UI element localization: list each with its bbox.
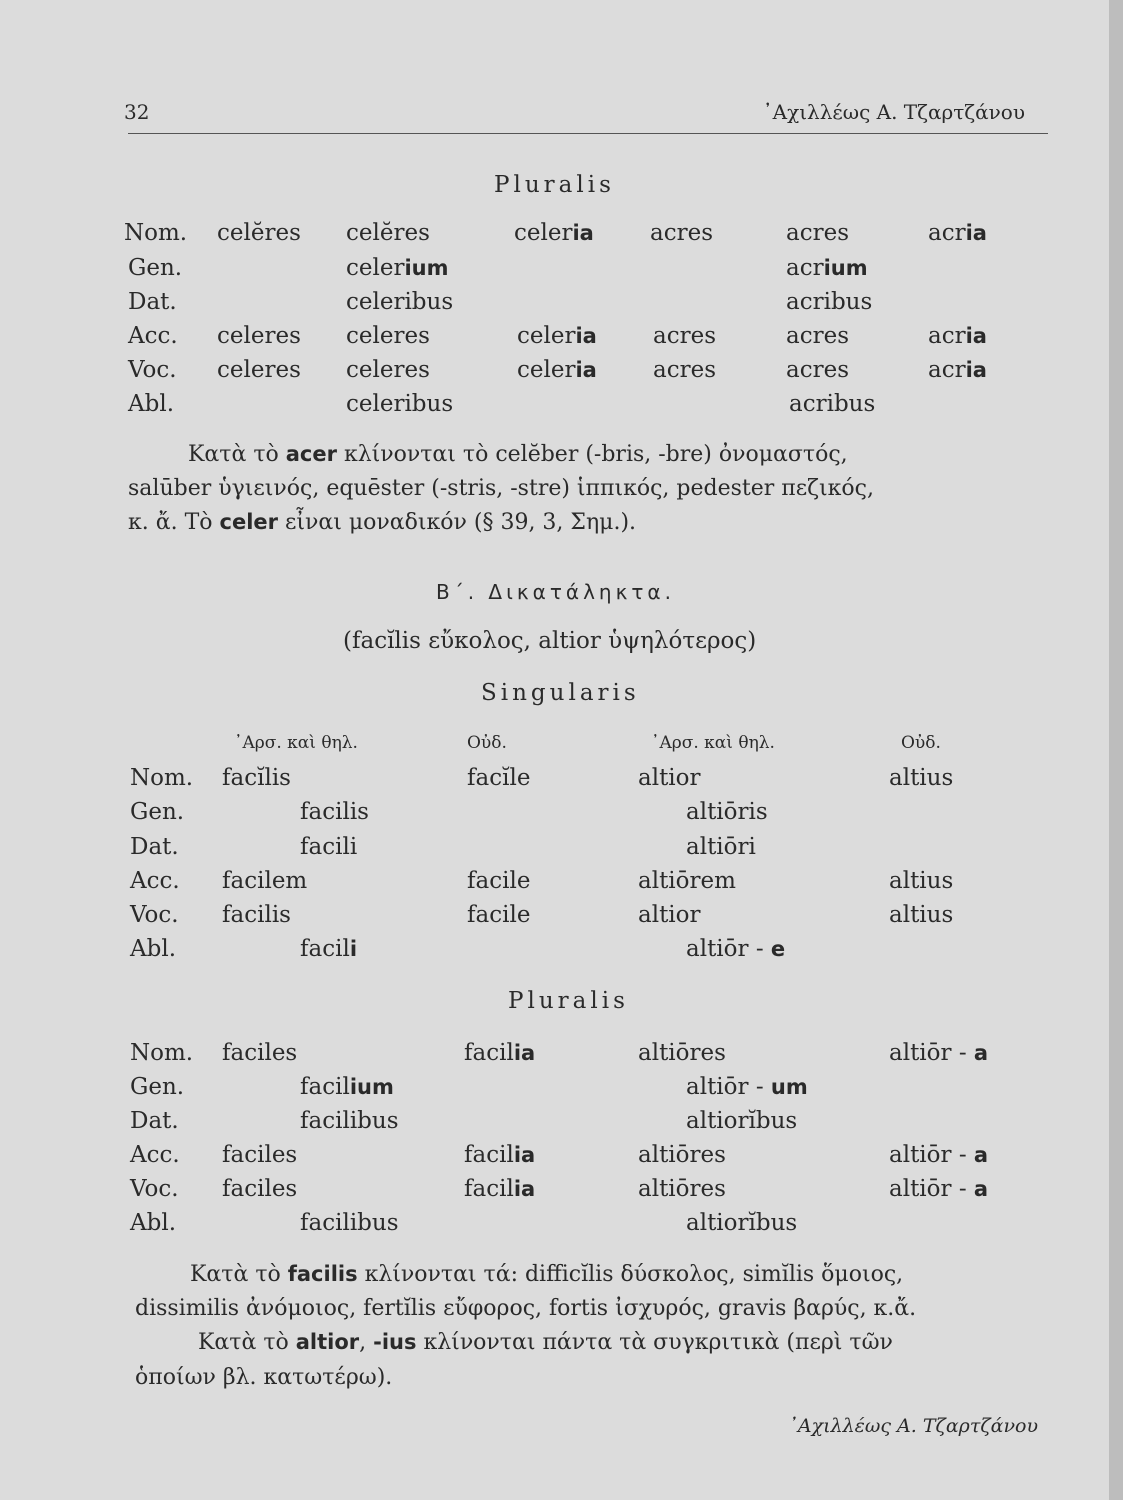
form-cell: altiorĭbus xyxy=(686,1108,798,1134)
paragraph-line: ὁποίων βλ. κατωτέρω). xyxy=(135,1365,393,1390)
form-cell: facĭle xyxy=(467,765,531,791)
case-label: Gen. xyxy=(128,255,183,281)
case-label: Dat. xyxy=(130,834,179,860)
form-cell: altiōr - a xyxy=(889,1142,989,1168)
form-cell: acribus xyxy=(789,391,876,417)
form-cell: acria xyxy=(928,220,987,246)
paragraph-line: Κατὰ τὸ acer κλίνονται τὸ celĕber (-bris, -bre) ὀνομαστός, xyxy=(188,442,848,467)
form-cell: acria xyxy=(928,323,987,349)
form-cell: altior xyxy=(638,765,701,791)
form-cell: celeria xyxy=(517,357,597,383)
form-cell: facile xyxy=(467,902,531,928)
form-cell: acres xyxy=(786,323,850,349)
case-label: Nom. xyxy=(124,220,188,246)
form-cell: altius xyxy=(889,902,954,928)
case-label: Nom. xyxy=(130,1040,194,1066)
form-cell: acres xyxy=(650,220,714,246)
case-label: Acc. xyxy=(128,323,178,349)
pluralis-heading-2: Pluralis xyxy=(508,988,629,1014)
form-cell: faciles xyxy=(222,1040,298,1066)
form-cell: altiōres xyxy=(638,1176,726,1202)
paragraph-line: Κατὰ τὸ facilis κλίνονται τά: difficĭlis δύσκολος, simĭlis ὅμοιος, xyxy=(190,1262,904,1287)
column-heading: ᾽Αρσ. καὶ θηλ. xyxy=(651,733,775,753)
form-cell: altiōres xyxy=(638,1040,726,1066)
page-edge xyxy=(1109,0,1123,1500)
section-heading: Β΄. Δικατάληκτα. xyxy=(436,580,675,604)
form-cell: facilibus xyxy=(300,1210,399,1236)
form-cell: facilis xyxy=(300,799,369,825)
page-number: 32 xyxy=(124,100,150,124)
form-cell: altiōri xyxy=(686,834,756,860)
form-cell: acres xyxy=(786,357,850,383)
form-cell: altiōres xyxy=(638,1142,726,1168)
form-cell: celeribus xyxy=(346,391,454,417)
form-cell: celeres xyxy=(217,357,301,383)
form-cell: altiōr - a xyxy=(889,1176,989,1202)
case-label: Gen. xyxy=(130,1074,185,1100)
section-subtitle: (facĭlis εὔκολος, altior ὑψηλότερος) xyxy=(343,628,757,654)
case-label: Voc. xyxy=(128,357,177,383)
form-cell: celeribus xyxy=(346,289,454,315)
form-cell: celĕres xyxy=(217,220,301,246)
case-label: Abl. xyxy=(130,936,176,962)
form-cell: celĕres xyxy=(346,220,430,246)
running-header-author: ᾽Αχιλλέως Α. Τζαρτζάνου xyxy=(762,100,1025,124)
form-cell: facilis xyxy=(222,902,291,928)
footer-signature: ᾽Αχιλλέως Α. Τζαρτζάνου xyxy=(788,1415,1038,1437)
form-cell: celeres xyxy=(346,323,430,349)
form-cell: acria xyxy=(928,357,987,383)
form-cell: facilia xyxy=(464,1176,536,1202)
form-cell: acres xyxy=(653,323,717,349)
form-cell: celerium xyxy=(346,255,449,281)
case-label: Nom. xyxy=(130,765,194,791)
form-cell: celeres xyxy=(346,357,430,383)
form-cell: acrium xyxy=(786,255,868,281)
form-cell: facilia xyxy=(464,1142,536,1168)
paragraph-line: κ. ἄ. Τὸ celer εἶναι μοναδικόν (§ 39, 3, Σημ.). xyxy=(128,510,637,535)
pluralis-heading-1: Pluralis xyxy=(494,172,615,198)
case-label: Abl. xyxy=(128,391,174,417)
form-cell: altior xyxy=(638,902,701,928)
form-cell: facili xyxy=(300,936,358,962)
form-cell: acres xyxy=(786,220,850,246)
form-cell: altiōr - e xyxy=(686,936,786,962)
column-heading: Οὐδ. xyxy=(901,733,941,753)
case-label: Acc. xyxy=(130,868,180,894)
form-cell: altiōr - a xyxy=(889,1040,989,1066)
form-cell: facilem xyxy=(222,868,308,894)
form-cell: facilium xyxy=(300,1074,394,1100)
case-label: Voc. xyxy=(130,1176,179,1202)
case-label: Dat. xyxy=(128,289,177,315)
form-cell: altius xyxy=(889,868,954,894)
column-heading: ᾽Αρσ. καὶ θηλ. xyxy=(234,733,358,753)
header-rule xyxy=(128,133,1048,134)
singularis-heading: Singularis xyxy=(481,680,640,706)
form-cell: celeria xyxy=(517,323,597,349)
paragraph-line: dissimilis ἀνόμοιος, fertĭlis εὔφορος, fortis ἰσχυρός, gravis βαρύς, κ.ἄ. xyxy=(135,1296,917,1321)
form-cell: facilia xyxy=(464,1040,536,1066)
form-cell: acres xyxy=(653,357,717,383)
form-cell: facilibus xyxy=(300,1108,399,1134)
case-label: Voc. xyxy=(130,902,179,928)
form-cell: celeres xyxy=(217,323,301,349)
paragraph-line: Κατὰ τὸ altior, -ius κλίνονται πάντα τὰ συγκριτικὰ (περὶ τῶν xyxy=(198,1330,893,1355)
form-cell: facĭlis xyxy=(222,765,291,791)
column-heading: Οὐδ. xyxy=(467,733,507,753)
form-cell: altius xyxy=(889,765,954,791)
form-cell: acribus xyxy=(786,289,873,315)
paragraph-line: salūber ὑγιεινός, equēster (-stris, -stre) ἱππικός, pedester πεζικός, xyxy=(128,476,874,501)
form-cell: altiōrem xyxy=(638,868,736,894)
form-cell: celeria xyxy=(514,220,594,246)
form-cell: facile xyxy=(467,868,531,894)
form-cell: altiorĭbus xyxy=(686,1210,798,1236)
form-cell: faciles xyxy=(222,1142,298,1168)
case-label: Dat. xyxy=(130,1108,179,1134)
case-label: Acc. xyxy=(130,1142,180,1168)
case-label: Gen. xyxy=(130,799,185,825)
form-cell: faciles xyxy=(222,1176,298,1202)
form-cell: facili xyxy=(300,834,358,860)
form-cell: altiōr - um xyxy=(686,1074,808,1100)
case-label: Abl. xyxy=(130,1210,176,1236)
form-cell: altiōris xyxy=(686,799,768,825)
